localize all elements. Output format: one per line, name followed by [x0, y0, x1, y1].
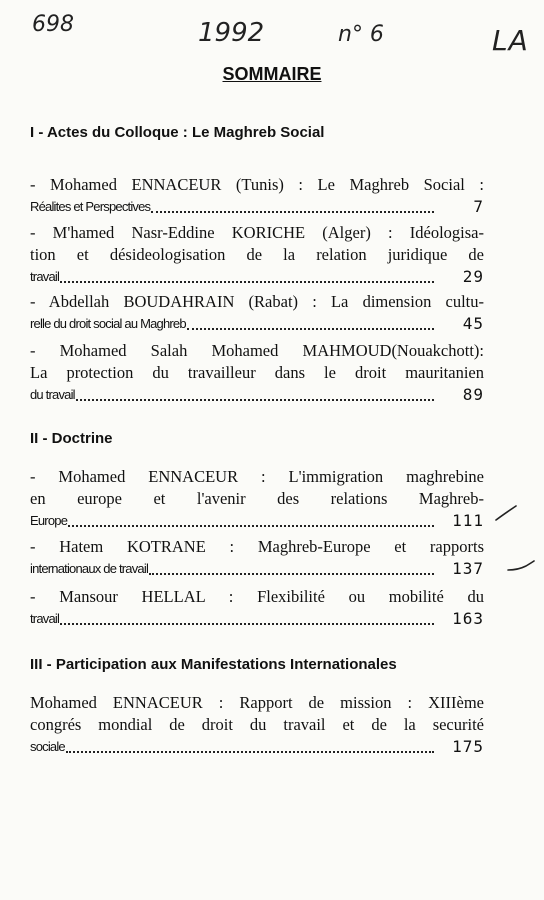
pen-tick-mark: [494, 502, 518, 524]
toc-entry: [30, 291, 484, 335]
page-number: 45: [462, 314, 484, 333]
entry-last-line: relle du droit social au Maghreb: [30, 316, 186, 331]
section-heading-3: III - Participation aux Manifestations Internationales: [30, 656, 397, 673]
toc-entry: [30, 340, 484, 406]
dot-leader: [60, 623, 434, 625]
handwritten-year: 1992: [198, 18, 265, 48]
entry-last-line: du travail: [30, 387, 75, 402]
entry-line: - Mohamed Salah Mohamed MAHMOUD(Nouakchott):: [30, 341, 484, 360]
toc-entry: [30, 586, 484, 630]
toc-entry: [30, 466, 484, 532]
page-number: 163: [452, 609, 484, 628]
page-number: 7: [473, 197, 484, 216]
handwritten-reference-number: 698: [32, 12, 74, 37]
page-number: 175: [452, 737, 484, 756]
toc-entry: [30, 536, 484, 580]
entry-line: - Hatem KOTRANE : Maghreb-Europe et rapports: [30, 537, 484, 556]
toc-entry: [30, 174, 484, 218]
entry-line: - Mansour HELLAL : Flexibilité ou mobilité du: [30, 587, 484, 606]
section-heading-1: I - Actes du Colloque : Le Maghreb Social: [30, 124, 325, 141]
toc-entry: [30, 692, 484, 758]
page-title: SOMMAIRE: [222, 64, 322, 84]
handwritten-initials: LA: [492, 24, 529, 57]
section-heading-2: II - Doctrine: [30, 430, 113, 447]
page-number: 137: [452, 559, 484, 578]
page-number: 111: [452, 511, 484, 530]
entry-line: en europe et l'avenir des relations Maghreb-: [30, 489, 484, 508]
entry-last-line: Réalites et Perspectives: [30, 199, 151, 214]
entry-last-line: travail: [30, 269, 60, 284]
entry-line: La protection du travailleur dans le droit mauritanien: [30, 363, 484, 382]
entry-last-line: sociale: [30, 739, 65, 754]
entry-last-line: Europe: [30, 513, 68, 528]
entry-line: - M'hamed Nasr-Eddine KORICHE (Alger) : Idéologisa-: [30, 223, 484, 242]
handwritten-issue-number: n° 6: [338, 22, 384, 47]
entry-line: - Mohamed ENNACEUR : L'immigration maghrebine: [30, 467, 484, 486]
dot-leader: [76, 399, 434, 401]
dot-leader: [60, 281, 434, 283]
page-number: 29: [462, 267, 484, 286]
entry-line: - Mohamed ENNACEUR (Tunis) : Le Maghreb Social :: [30, 175, 484, 194]
dot-leader: [149, 573, 434, 575]
entry-line: - Abdellah BOUDAHRAIN (Rabat) : La dimension cultu-: [30, 292, 484, 311]
entry-line: tion et désideologisation de la relation juridique de: [30, 245, 484, 264]
entry-last-line: travail: [30, 611, 60, 626]
toc-entry: [30, 222, 484, 288]
dot-leader: [151, 211, 434, 213]
dot-leader: [187, 328, 434, 330]
pen-tick-mark: [506, 556, 536, 576]
entry-line: Mohamed ENNACEUR : Rapport de mission : XIIIème: [30, 693, 484, 712]
page-number: 89: [462, 385, 484, 404]
dot-leader: [68, 525, 434, 527]
entry-last-line: internationaux de travail: [30, 561, 149, 576]
entry-line: congrés mondial de droit du travail et de la securité: [30, 715, 484, 734]
dot-leader: [66, 751, 434, 753]
